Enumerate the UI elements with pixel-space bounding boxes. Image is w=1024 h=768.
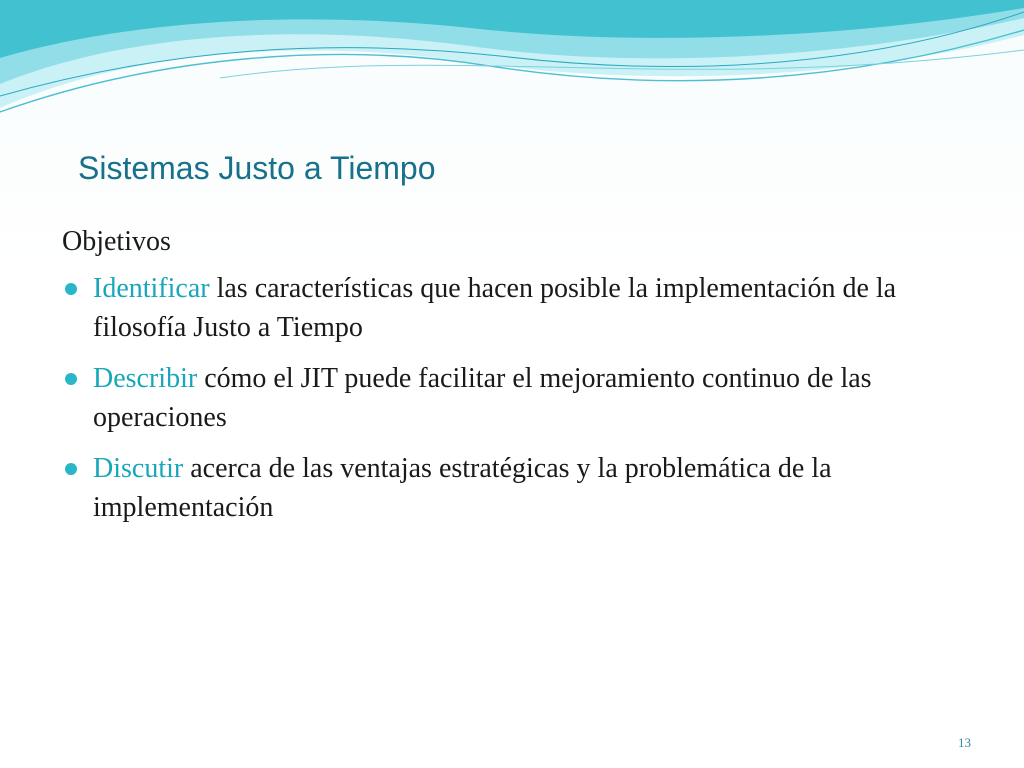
objectives-heading: Objetivos [62,226,171,257]
decorative-wave-header [0,0,1024,140]
slide-number: 13 [958,735,971,750]
slide-title: Sistemas Justo a Tiempo [78,150,436,186]
objective-text: las características que hacen posible la implementación de la filosofía Justo a Tiempo [93,273,897,343]
objective-text: acerca de las ventajas estratégicas y la problemática de la implementación [93,453,832,523]
objectives-list [62,269,932,527]
objective-verb: Describir [93,363,198,394]
objective-verb: Identificar [93,273,210,304]
bullet-icon [65,463,77,475]
objective-text: cómo el JIT puede facilitar el mejoramiento continuo de las operaciones [93,363,872,433]
bullet-icon [65,373,77,385]
objective-item-discuss [62,449,932,527]
objective-verb: Discutir [93,453,184,484]
bullet-icon [65,283,77,295]
objective-item-describe [62,359,932,437]
slide-content [62,222,932,539]
objective-item-identify [62,269,932,347]
